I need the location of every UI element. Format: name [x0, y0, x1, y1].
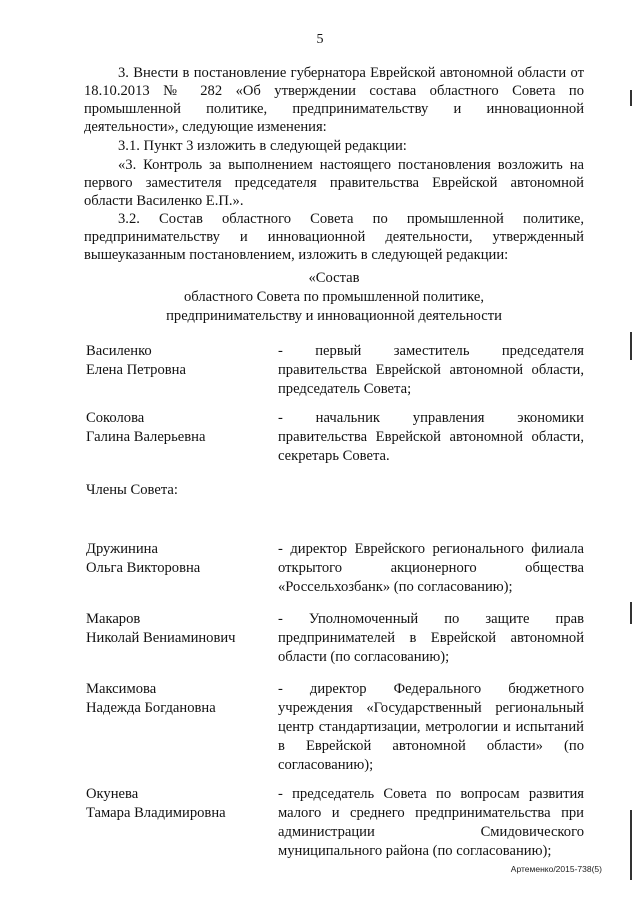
paragraph-item-3-1: 3.1. Пункт 3 изложить в следующей редакции: — [118, 138, 407, 154]
member-name — [86, 540, 266, 578]
paragraph-control-clause: «3. Контроль за выполнением настоящего постановления возложить на первого заместителя председателя правительства Еврейской автономной области Василенко Е.П.». — [84, 157, 584, 209]
member-role: - начальник управления экономики правительства Еврейской автономной области, секретарь Совета. — [278, 410, 584, 464]
composition-heading-line: предпринимательству и инновационной деятельности — [166, 308, 502, 324]
member-given-names: Ольга Викторовна — [86, 560, 201, 576]
member-given-names: Николай Вениаминович — [86, 630, 236, 646]
composition-heading — [84, 269, 584, 326]
member-surname: Соколова — [86, 410, 145, 426]
member-given-names: Тамара Владимировна — [86, 805, 226, 821]
member-surname: Максимова — [86, 681, 157, 697]
members-label: Члены Совета: — [86, 482, 178, 498]
footer-document-code: Артеменко/2015-738(5) — [510, 864, 602, 874]
member-surname: Василенко — [86, 343, 152, 359]
member-given-names: Надежда Богдановна — [86, 700, 216, 716]
member-name — [86, 680, 266, 718]
page-number: 5 — [316, 32, 324, 47]
member-surname: Дружинина — [86, 541, 158, 557]
scan-edge-mark — [630, 332, 632, 360]
member-role: - председатель Совета по вопросам развития малого и среднего предпринимательства при администрации Смидовического муниципального района (по согласованию); — [278, 786, 584, 859]
member-role: - первый заместитель председателя правительства Еврейской автономной области, председатель Совета; — [278, 343, 584, 397]
member-surname: Макаров — [86, 611, 141, 627]
member-name — [86, 610, 266, 648]
scan-edge-mark — [630, 602, 632, 624]
composition-heading-line: «Состав — [308, 270, 360, 286]
composition-heading-line: областного Совета по промышленной политике, — [184, 289, 484, 305]
member-role: - Уполномоченный по защите прав предпринимателей в Еврейской автономной области (по согласованию); — [278, 611, 584, 665]
member-role: - директор Федерального бюджетного учреждения «Государственный региональный центр стандартизации, метрологии и испытаний в Еврейской автономной области» (по согласованию); — [278, 681, 584, 773]
member-surname: Окунева — [86, 786, 139, 802]
paragraph-item-3-2: 3.2. Состав областного Совета по промышленной политике, предпринимательству и инновационной деятельности, утвержденный вышеуказанным постановлением, изложить в следующей редакции: — [84, 211, 584, 263]
member-name — [86, 785, 266, 823]
paragraph-amend-decree: 3. Внести в постановление губернатора Еврейской автономной области от 18.10.2013 № 282 «Об утверждении состава областного Совета по промышленной политике, предпринимательству и инновационной деятельности», следующие изменения: — [84, 65, 584, 135]
scan-edge-mark — [630, 90, 632, 106]
member-given-names: Галина Валерьевна — [86, 429, 206, 445]
member-name — [86, 409, 266, 447]
member-name — [86, 342, 266, 380]
member-role: - директор Еврейского регионального филиала открытого акционерного общества «Россельхозбанк» (по согласованию); — [278, 541, 584, 595]
scan-edge-mark — [630, 810, 632, 880]
member-given-names: Елена Петровна — [86, 362, 186, 378]
